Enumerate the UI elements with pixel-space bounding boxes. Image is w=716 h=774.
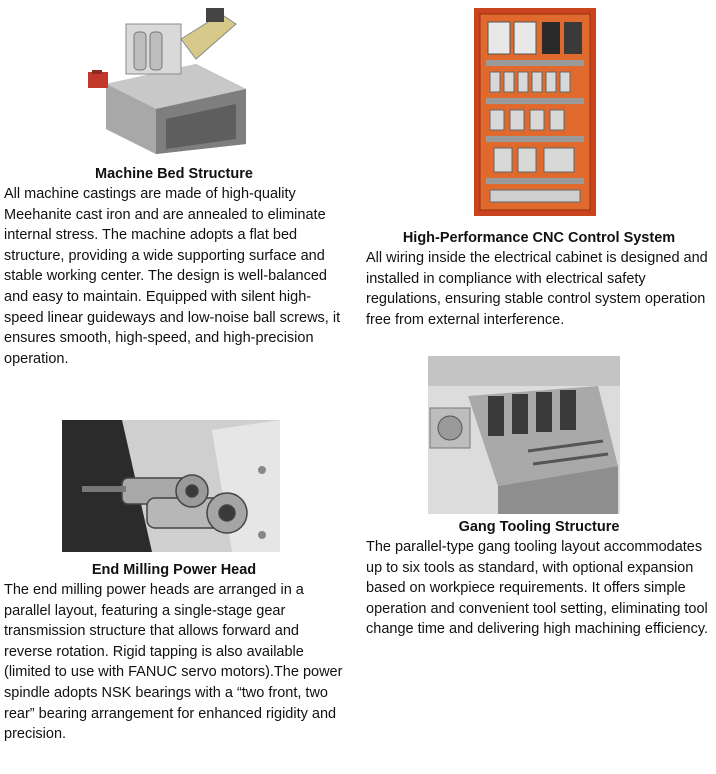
cnc-control-description: All wiring inside the electrical cabinet is designed and installed in compliance with electrical safety regulations, ensuring stable control system operation free from external interference. [366,250,708,328]
gang-tooling-image [428,356,620,514]
electrical-cabinet-image [474,8,596,216]
gang-tooling-section [366,517,712,640]
end-milling-title: End Milling Power Head [91,562,257,578]
cnc-control-section [366,228,712,330]
machine-bed-section [4,164,344,369]
machine-bed-description: All machine castings are made of high-quality Meehanite cast iron and are annealed to eliminate internal stress. The machine adopts a flat bed structure, providing a wide supporting surface and stable working center. The design is well-balanced and easy to maintain. Equipped with silent high-speed linear guideways and low-noise ball screws, it ensures smooth, high-speed, and high-precision operation. [4,186,341,367]
gang-tooling-description: The parallel-type gang tooling layout accommodates up to six tools as standard, with optional expansion based on workpiece requirements. It offers simple operation and convenient tool setting, eliminating tool change time and delivering high machining efficiency. [366,539,709,638]
end-milling-section [4,560,344,745]
end-milling-description: The end milling power heads are arranged in a parallel layout, featuring a single-stage gear transmission structure that allows forward and reverse rotation. Rigid tapping is also available (limited to use with FANUC servo motors).The power spindle adopts NSK bearings with a “two front, two rear” bearing arrangement for enhanced rigidity and precision. [4,582,343,743]
machine-bed-image [86,4,256,154]
end-milling-image [62,420,280,552]
gang-tooling-title: Gang Tooling Structure [458,519,620,535]
machine-bed-title: Machine Bed Structure [95,166,253,182]
cnc-control-title: High-Performance CNC Control System [402,230,676,246]
